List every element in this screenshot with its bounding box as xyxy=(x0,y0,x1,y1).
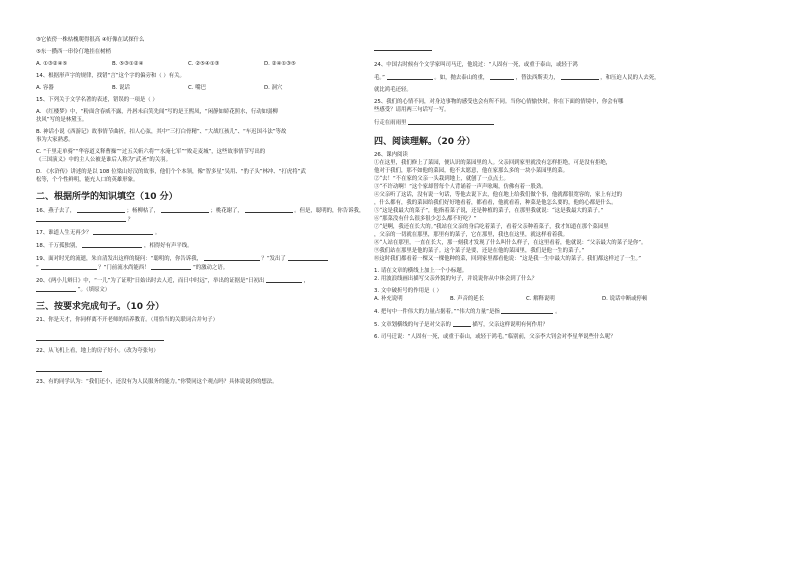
q15-option-d-cont: 松等，个个性鲜明，能充人口的英雄形象。 xyxy=(36,177,139,183)
q16-text-c: ；桃花谢了， xyxy=(210,208,243,214)
q20-text-b: ， xyxy=(303,278,310,284)
rq4-blank[interactable] xyxy=(501,307,553,314)
q24-text-b: 毛。” xyxy=(374,75,385,81)
reading-p7: ⑦“是啊，我还在长大的。”我站在父亲的身后吃着菜子，看着父亲种着菜子，我才知道在那个菜园里 xyxy=(374,224,609,230)
question-24-cont xyxy=(374,73,738,82)
q19-text-b: ？”发出了 xyxy=(261,256,286,262)
section-2-title: 二、根据所学的知识填空（10 分） xyxy=(36,192,178,202)
question-16 xyxy=(36,206,386,215)
q21-answer-line[interactable] xyxy=(36,334,164,341)
q22-answer-line[interactable] xyxy=(36,365,102,372)
q15-option-a-cont: 扶风”写的是林黛玉。 xyxy=(36,117,88,123)
rq3-option-d[interactable]: D. 说话中断或停顿 xyxy=(602,296,648,302)
option-line: ③它依傍一株枯槐爬得很高 ④好像在试探什么 xyxy=(36,37,145,43)
question-25-prompt xyxy=(374,118,738,127)
q24-text-d: ，替法西斯卖力， xyxy=(515,75,559,81)
q14-options xyxy=(36,84,386,92)
q16-text-a: 16、燕子去了， xyxy=(36,208,76,214)
reading-q3-options xyxy=(374,295,738,303)
section-4-title: 四、阅读理解。（20 分） xyxy=(374,137,476,147)
q20-text-c: ”。（填原文） xyxy=(77,287,111,293)
q25-blank[interactable] xyxy=(408,118,494,125)
q14-option-b[interactable]: B. 说话 xyxy=(112,85,130,91)
rq3-option-a[interactable]: A. 补充说明 xyxy=(374,296,403,302)
q20-blank-2[interactable] xyxy=(36,285,76,292)
q19-blank-3[interactable] xyxy=(41,263,97,270)
q15-option-d: D. 《水浒传》讲述的是以 108 位梁山好汉的故事，他们个个本领，像“智多星”吴用、“豹子头”林冲、“打虎将”武 xyxy=(36,169,306,175)
q25-prompt-text: 行走在雨雨里 xyxy=(374,120,407,126)
reading-p3: ③“不许动啊！”这个家却替每个人背诵着一声声吆喝，仿佛有着一股劲。 xyxy=(374,184,547,190)
q24-blank-2[interactable] xyxy=(490,73,514,80)
question-17 xyxy=(36,228,386,237)
q17-text: 17、谁道人生无再少？ xyxy=(36,230,92,236)
rq3-option-b[interactable]: B. 声音的延长 xyxy=(450,296,485,302)
reading-p2: ②“去！”不在家的父亲一头栽到地上，就刨了一点点土。 xyxy=(374,176,509,182)
question-20-cont xyxy=(36,285,386,294)
q16-blank-1[interactable] xyxy=(77,206,125,213)
q19-text-a: 19、面对时光的流逝，朱自清发出这样的疑问：“聪明的，你告诉我， xyxy=(36,256,202,262)
right-column xyxy=(374,36,738,341)
reading-q1: 1. 请在文章的横线上加上一个小标题。 xyxy=(374,268,468,274)
left-column xyxy=(36,36,386,386)
reading-p8: ⑧“人站在那里，一直在长大，那一刻我才发现了什么叫什么样子，在这里看着，他就说：“父亲最大的菜子是你”。 xyxy=(374,240,647,246)
q16-text-b: ；杨柳枯了， xyxy=(126,208,160,214)
reading-p4: ④父亲听了这话，没有说一句话，等他去说下去，他在地上给我们做个事，他就都很宽容的，家上有过的 xyxy=(374,192,622,198)
q13-option-c[interactable]: C. ②⑤④①③ xyxy=(188,61,220,67)
q19-blank-4[interactable] xyxy=(151,263,191,270)
question-24: 24、中国古时候有个文学家叫司马迁，他说过：“人固有一死，或重于泰山，或轻于鸿 xyxy=(374,62,578,68)
q16-text-e: ？ xyxy=(127,217,134,223)
reading-p1: ①在这里，我们修上了菜园，便认识的菜园里的人。父亲回到家里就没有怎样拒绝，可是没有拒绝， xyxy=(374,160,612,166)
q24-text-e: ，和压迫人民的人去死， xyxy=(600,75,660,81)
q19-blank-2[interactable] xyxy=(288,254,328,261)
q19-text-c: “ xyxy=(36,265,39,271)
rq4-text-a: 4. 把句中一件伟大的力量占据着。”“伟大的力量”是指 xyxy=(374,309,500,315)
q15-option-c: C. “千里走单骑”“华容道义释曹操”“过五关斩六将”“水淹七军”“败走麦城”，这些故事情节写出的 xyxy=(36,149,266,155)
q18-end: ，相得好有声平线。 xyxy=(144,243,193,249)
q17-end: 。 xyxy=(154,230,161,236)
q23-answer-line[interactable] xyxy=(374,44,432,51)
reading-q5 xyxy=(374,320,738,329)
reading-p7-cont: ，父亲的一切就在那里，那里有的菜子，它在那里，我也在这里，就这样看着我。 xyxy=(374,232,569,238)
section-3-title: 三、按要求完成句子。（10 分） xyxy=(36,302,165,312)
question-19 xyxy=(36,254,386,263)
q24-text-c: 。如，抛去泰山的重， xyxy=(434,75,489,81)
q13-options xyxy=(36,60,386,68)
question-20 xyxy=(36,276,386,285)
question-22: 22、从飞机上看，地上的房子好小。（改为夸张句） xyxy=(36,348,159,354)
q16-blank-4[interactable] xyxy=(36,215,126,222)
q13-option-b[interactable]: B. ⑤③①②④ xyxy=(112,61,144,67)
question-25-cont: 些感受？请用两三句话写一写。 xyxy=(374,107,450,113)
q14-option-a[interactable]: A. 容器 xyxy=(36,85,54,91)
question-23: 23、有的同学认为：“我们还小，还没有为人民服务的能力。”你赞同这个观点吗？具体说说你的想法。 xyxy=(36,379,278,385)
q15-option-a: A. 《红楼梦》中，“粉面含春威不露，丹唇未启笑先闻”写的是王熙凤，“闲静如娇花照水，行动如弱柳 xyxy=(36,109,278,115)
q20-text-a: 20、《两小儿辩日》中，“一儿”为了证明“日始出时去人近，而日中时远”，举出的证据是“日初出 xyxy=(36,278,265,284)
q20-blank-1[interactable] xyxy=(266,276,302,283)
reading-p9: ⑨我们站在那里是他的菜子。这个菜子是要，还是在他的菜园里，我们是他一生的菜子。” xyxy=(374,248,585,254)
q24-blank-3[interactable] xyxy=(561,73,599,80)
reading-p10: ⑩这时我们都看着一棵又一棵他种的菜，回到家里都看他说：“这是我一生中最大的菜子。我们都这样过了一生。” xyxy=(374,256,641,262)
q16-blank-3[interactable] xyxy=(245,206,293,213)
question-15: 15、下列关于文学名著的表述，错误的一项是（ ） xyxy=(36,97,158,103)
q19-text-d: ？”门前流水尚能西！ xyxy=(98,265,150,271)
question-14: 14、根据形声字的规律，找错“言”这个字的偏旁和（ ）有关。 xyxy=(36,73,185,79)
question-25: 25、我们的心情不同，对身边事物的感受也会有所不同。当你心情愉快时，你在下面的情境中，你会有哪 xyxy=(374,99,624,105)
q16-text-d: 。但是，聪明的，你告诉我， xyxy=(294,208,365,214)
reading-p6: ⑥“那菜没有什么很多很少怎么都不好吃？” xyxy=(374,216,477,222)
reading-p5: ⑤“这是我最大的菜子”，他指着菜子说，还是种植的菜子，在那里我就说：“这是我最大的菜子。” xyxy=(374,208,604,214)
q15-option-b: B. 神话小说《西游记》故事情节曲折，扣人心弦，其中“三打白骨精”、“大战红孩儿”、“车迟国斗法”等故 xyxy=(36,129,287,135)
question-24-end: 就比鸿毛还轻。 xyxy=(374,87,412,93)
q15-option-c-cont: 《三国演义》中的主人公被是谁后人称为“武圣”的关羽。 xyxy=(36,157,171,163)
reading-q6: 6. 司马迁说：“人固有一死，或重于泰山，或轻于鸿毛。”临别前，父亲李大钊会对李星华说些什么呢？ xyxy=(374,334,616,340)
reading-intro: 26、课内阅读 xyxy=(374,152,408,158)
q24-blank-1[interactable] xyxy=(387,73,433,80)
reading-q4 xyxy=(374,307,738,316)
rq5-blank[interactable] xyxy=(453,320,471,327)
reading-q2: 2. 用波浪线画出描写父亲外貌的句子，并说说你从中体会到了什么？ xyxy=(374,276,538,282)
reading-p1-cont: 他对于我们，那不如他的菜园，他不太愿意，他在家那么多的一块小菜园里的菜。 xyxy=(374,168,569,174)
q18-text: 18、千万孤独别， xyxy=(36,243,81,249)
reading-q3: 3. 文中破折号的作用是（ ） xyxy=(374,288,442,294)
rq5-text-a: 5. 文章划横线的句子是对父亲的 xyxy=(374,322,451,328)
rq3-option-c[interactable]: C. 解释说明 xyxy=(526,296,555,302)
q18-blank[interactable] xyxy=(82,241,142,248)
q19-blank-1[interactable] xyxy=(204,254,260,261)
q14-option-c[interactable]: C. 嘴巴 xyxy=(188,85,206,91)
q14-option-d[interactable]: D. 洞穴 xyxy=(264,85,283,91)
question-18 xyxy=(36,241,386,250)
q19-text-e: ”的激动之语。 xyxy=(192,265,229,271)
q17-blank[interactable] xyxy=(93,228,153,235)
question-16-cont xyxy=(36,215,386,224)
reading-p4-cont: ，什么都有，我的菜园给我们好好地看着，都看看，他就看着，种菜是他怎么要的，他的心都是什么。 xyxy=(374,200,617,206)
q15-option-b-cont: 事为大家熟悉。 xyxy=(36,137,74,143)
option-line: ⑤东一攒西一串伶仃地挂在树梢 xyxy=(36,49,111,55)
q13-option-a[interactable]: A. ①③②④⑤ xyxy=(36,61,68,67)
q16-blank-2[interactable] xyxy=(161,206,209,213)
rq5-text-b: 描写，父亲这样说明有何作用？ xyxy=(472,322,548,328)
question-19-cont xyxy=(36,263,386,272)
rq4-text-b: 。 xyxy=(555,309,561,315)
q13-option-d[interactable]: D. ②④①③⑤ xyxy=(264,61,296,67)
question-21: 21、你是天才，你同样离不开老师的培养教育。（用恰当的关联词合并句子） xyxy=(36,317,219,323)
